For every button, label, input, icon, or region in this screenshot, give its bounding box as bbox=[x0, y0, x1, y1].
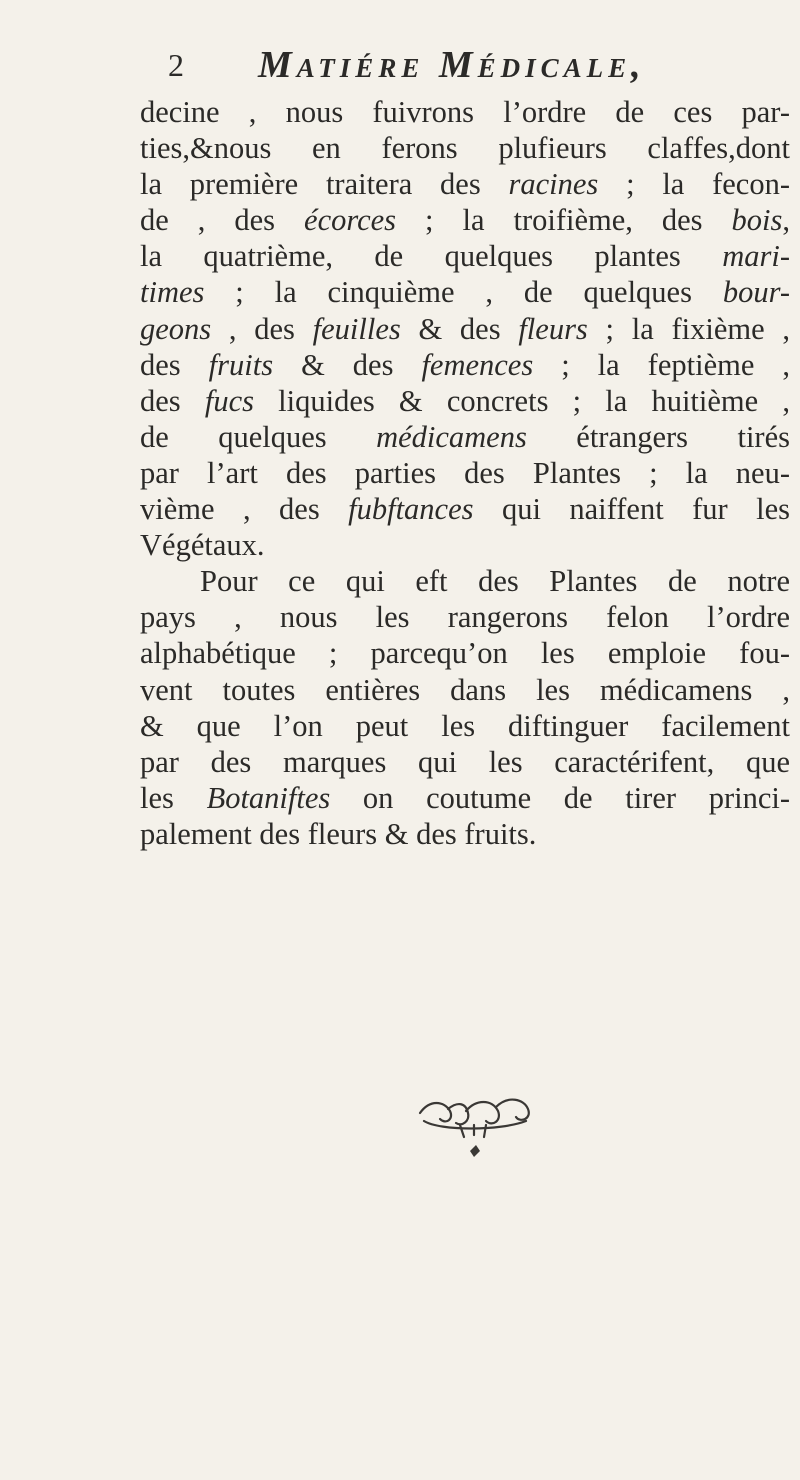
text-run: par des marques qui les caractérifent, que bbox=[140, 744, 790, 779]
text-line bbox=[140, 635, 790, 671]
body-text bbox=[140, 94, 800, 852]
text-run: étrangers tirés bbox=[526, 419, 790, 454]
text-run: la quatrième, de quelques plantes bbox=[140, 239, 723, 274]
italic-term: écorces bbox=[304, 203, 397, 238]
text-line bbox=[140, 491, 790, 527]
text-run: ; la fecon- bbox=[598, 167, 791, 202]
italic-term: geons bbox=[140, 311, 212, 346]
text-run: palement des fleurs & des fruits. bbox=[140, 816, 537, 851]
text-run: , bbox=[782, 203, 790, 238]
running-title: Matiére Médicale, bbox=[258, 44, 646, 86]
page-header bbox=[168, 40, 788, 90]
text-run: par l’art des parties des Plantes ; la neu- bbox=[140, 455, 790, 490]
text-line bbox=[140, 780, 790, 816]
italic-term: fleurs bbox=[518, 311, 588, 346]
text-run: de , des bbox=[140, 203, 305, 238]
tailpiece-ornament bbox=[400, 1085, 550, 1165]
text-line bbox=[140, 166, 790, 202]
text-run: liquides & concrets ; la huitième , bbox=[253, 383, 790, 418]
text-line bbox=[140, 563, 790, 599]
text-line bbox=[140, 238, 790, 274]
italic-term: feuilles bbox=[312, 311, 401, 346]
italic-term: médicamens bbox=[376, 419, 527, 454]
italic-term: fubftances bbox=[348, 492, 474, 527]
italic-term: fruits bbox=[208, 347, 274, 382]
text-run: & des bbox=[273, 347, 422, 382]
page-number: 2 bbox=[168, 47, 184, 83]
italic-term: racines bbox=[508, 167, 599, 202]
text-run: Pour ce qui eft des Plantes de notre bbox=[200, 564, 790, 599]
text-run: qui naiffent fur les bbox=[473, 492, 790, 527]
text-run: Végétaux. bbox=[140, 528, 265, 563]
text-run: ; la cinquième , de quelques bbox=[204, 275, 723, 310]
italic-term: mari- bbox=[722, 239, 790, 274]
text-run: vent toutes entières dans les médicamens , bbox=[140, 672, 790, 707]
text-line bbox=[140, 708, 790, 744]
text-run: decine , nous fuivrons l’ordre de ces par- bbox=[140, 95, 790, 129]
text-run: on coutume de tirer princi- bbox=[330, 780, 790, 815]
text-run: ; la fixième , bbox=[587, 311, 790, 346]
text-line bbox=[140, 672, 790, 708]
text-run: alphabétique ; parcequ’on les emploie fou- bbox=[140, 636, 790, 671]
text-run: , des bbox=[211, 311, 313, 346]
text-line bbox=[140, 455, 790, 491]
text-run: des bbox=[140, 383, 205, 418]
text-run: la première traitera des bbox=[140, 167, 509, 202]
text-run: & des bbox=[400, 311, 519, 346]
italic-term: times bbox=[140, 275, 205, 310]
italic-term: bois bbox=[731, 203, 783, 238]
text-line bbox=[140, 202, 790, 238]
text-run: ; la troifième, des bbox=[396, 203, 732, 238]
text-run: ; la feptième , bbox=[533, 347, 790, 382]
text-line bbox=[140, 527, 790, 563]
text-line bbox=[140, 94, 790, 130]
text-run: vième , des bbox=[140, 492, 349, 527]
italic-term: fucs bbox=[204, 383, 254, 418]
italic-term: bour- bbox=[722, 275, 790, 310]
text-line bbox=[140, 347, 790, 383]
text-run: ties,&nous en ferons plufieurs claffes,dont bbox=[140, 131, 790, 166]
text-line bbox=[140, 383, 790, 419]
text-run: des bbox=[140, 347, 209, 382]
text-line bbox=[140, 311, 790, 347]
text-line bbox=[140, 419, 790, 455]
text-run: de quelques bbox=[140, 419, 377, 454]
italic-term: femences bbox=[421, 347, 534, 382]
text-run: pays , nous les rangerons felon l’ordre bbox=[140, 600, 790, 635]
italic-term: Botaniftes bbox=[206, 780, 331, 815]
text-run: les bbox=[140, 780, 207, 815]
text-run: & que l’on peut les diftinguer facilement bbox=[140, 708, 790, 743]
text-line bbox=[140, 130, 790, 166]
text-line bbox=[140, 274, 790, 310]
text-line bbox=[140, 816, 790, 852]
text-line bbox=[140, 744, 790, 780]
text-line bbox=[140, 599, 790, 635]
